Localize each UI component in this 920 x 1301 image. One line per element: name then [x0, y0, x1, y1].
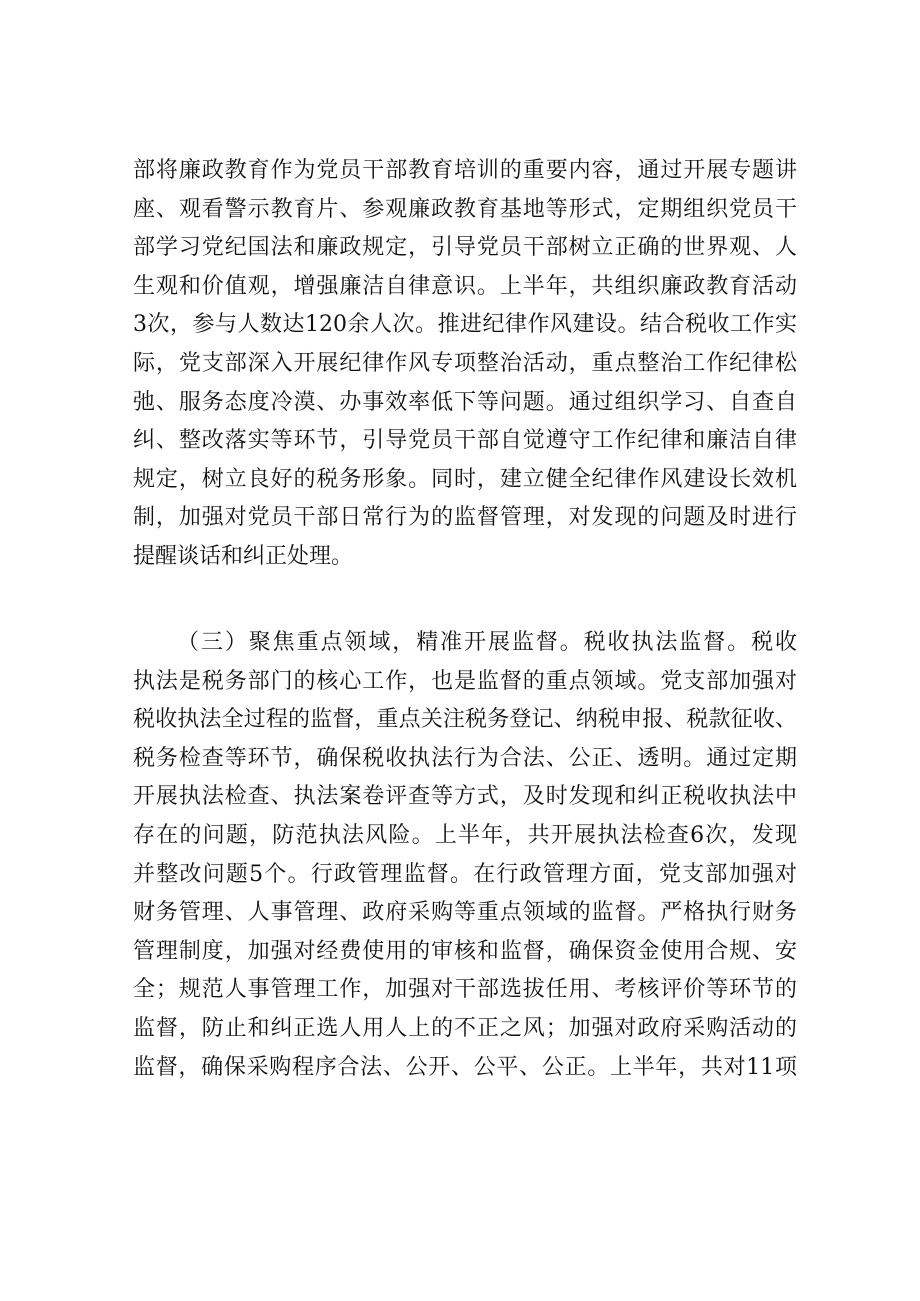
paragraph-key-areas-supervision — [133, 624, 797, 1087]
section-heading-line: （三）聚焦重点领域，精准开展监督。税收执法监督。税收 — [177, 630, 797, 655]
text-line: 际，党支部深入开展纪律作风专项整治活动，重点整治工作纪律松 — [133, 350, 797, 376]
text-line: 部将廉政教育作为党员干部教育培训的重要内容，通过开展专题讲 — [133, 158, 797, 183]
text-line: 税务检查等环节，确保税收执法行为合法、公正、透明。通过定期 — [133, 745, 797, 771]
text-line: 管理制度，加强对经费使用的审核和监督，确保资金使用合规、安 — [133, 938, 797, 964]
text-line: 制，加强对党员干部日常行为的监督管理，对发现的问题及时进行 — [133, 505, 797, 531]
paragraph-discipline-building — [133, 152, 797, 577]
text-line: 税收执法全过程的监督，重点关注税务登记、纳税申报、税款征收、 — [133, 707, 797, 733]
text-line: 监督，防止和纠正选人用人上的不正之风；加强对政府采购活动的 — [133, 1015, 797, 1041]
text-line: 纠、整改落实等环节，引导党员干部自觉遵守工作纪律和廉洁自律 — [133, 428, 797, 454]
text-line: 财务管理、人事管理、政府采购等重点领域的监督。严格执行财务 — [133, 900, 797, 926]
text-line: 弛、服务态度冷漠、办事效率低下等问题。通过组织学习、自查自 — [133, 389, 797, 415]
text-line: 提醒谈话和纠正处理。 — [133, 543, 354, 569]
text-line: 并整改问题5个。行政管理监督。在行政管理方面，党支部加强对 — [133, 861, 797, 887]
text-line: 执法是税务部门的核心工作，也是监督的重点领域。党支部加强对 — [133, 668, 797, 694]
text-line: 部学习党纪国法和廉政规定，引导党员干部树立正确的世界观、人 — [133, 235, 797, 261]
text-line: 开展执法检查、执法案卷评查等方式，及时发现和纠正税收执法中 — [133, 784, 797, 810]
text-line: 规定，树立良好的税务形象。同时，建立健全纪律作风建设长效机 — [133, 466, 797, 492]
text-line: 全；规范人事管理工作，加强对干部选拔任用、考核评价等环节的 — [133, 977, 797, 1003]
text-line: 存在的问题，防范执法风险。上半年，共开展执法检查6次，发现 — [133, 822, 797, 848]
text-line: 监督，确保采购程序合法、公开、公平、公正。上半年，共对11项 — [133, 1054, 797, 1080]
text-line: 生观和价值观，增强廉洁自律意识。上半年，共组织廉政教育活动 — [133, 273, 797, 299]
text-line: 3次，参与人数达120余人次。推进纪律作风建设。结合税收工作实 — [133, 312, 797, 338]
text-line: 座、观看警示教育片、参观廉政教育基地等形式，定期组织党员干 — [133, 196, 797, 222]
